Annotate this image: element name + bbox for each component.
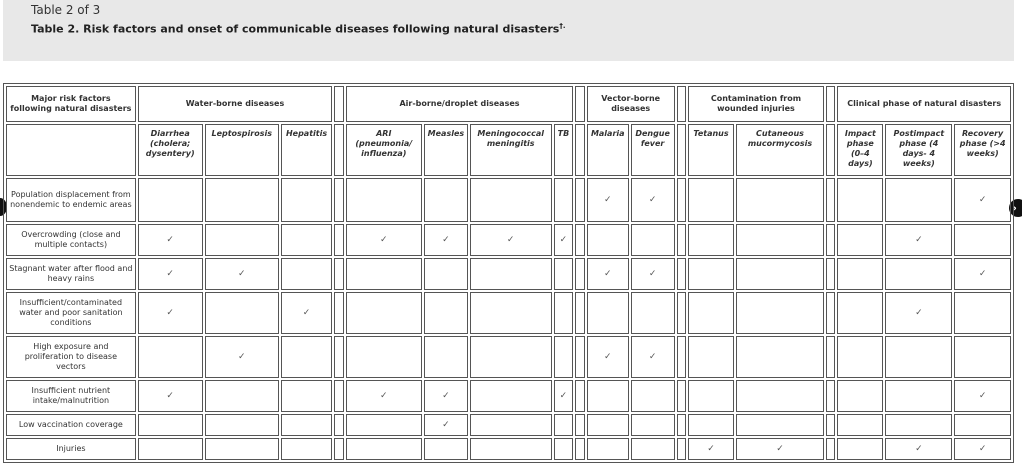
empty-cell <box>138 438 203 460</box>
check-icon: ✓ <box>554 380 574 412</box>
empty-cell <box>736 414 824 436</box>
check-icon: ✓ <box>346 224 422 256</box>
column-separator <box>575 258 584 290</box>
empty-cell <box>587 224 629 256</box>
column-separator <box>826 86 835 122</box>
check-icon: ✓ <box>424 224 468 256</box>
table-number: Table 2 of 3 <box>31 3 101 17</box>
empty-cell <box>837 380 883 412</box>
check-icon: ✓ <box>885 224 952 256</box>
check-icon: ✓ <box>688 438 734 460</box>
risk-factor-label: Overcrowding (close and multiple contacts) <box>6 224 136 256</box>
col-leptospirosis: Leptospirosis <box>205 124 279 176</box>
group-vector-borne: Vector-borne diseases <box>587 86 675 122</box>
empty-cell <box>138 414 203 436</box>
empty-cell <box>688 336 734 378</box>
empty-cell <box>885 380 952 412</box>
empty-cell <box>631 438 675 460</box>
column-separator <box>826 414 835 436</box>
column-separator <box>334 292 343 334</box>
table-title-text: Table 2. Risk factors and onset of communicable diseases following natural disasters <box>31 22 560 36</box>
empty-cell <box>837 438 883 460</box>
check-icon: ✓ <box>631 258 675 290</box>
col-tetanus: Tetanus <box>688 124 734 176</box>
empty-cell <box>688 380 734 412</box>
empty-cell <box>885 178 952 222</box>
corner-header: Major risk factors following natural disasters <box>6 86 136 122</box>
column-separator <box>334 380 343 412</box>
empty-cell <box>424 292 468 334</box>
corner-subheader-empty <box>6 124 136 176</box>
column-separator <box>334 336 343 378</box>
column-separator <box>575 336 584 378</box>
empty-cell <box>631 224 675 256</box>
empty-cell <box>587 414 629 436</box>
empty-cell <box>470 380 552 412</box>
check-icon: ✓ <box>587 178 629 222</box>
empty-cell <box>205 380 279 412</box>
empty-cell <box>837 224 883 256</box>
group-contamination: Contamination from wounded injuries <box>688 86 824 122</box>
column-separator <box>575 86 584 122</box>
check-icon: ✓ <box>424 414 468 436</box>
empty-cell <box>205 292 279 334</box>
risk-factor-table-container <box>3 83 1014 463</box>
empty-cell <box>281 178 332 222</box>
column-separator <box>334 86 343 122</box>
column-separator <box>677 124 686 176</box>
empty-cell <box>205 178 279 222</box>
risk-factor-label: Insufficient/contaminated water and poor sanitation conditions <box>6 292 136 334</box>
empty-cell <box>424 178 468 222</box>
col-measles: Measles <box>424 124 468 176</box>
column-separator <box>826 124 835 176</box>
check-icon: ✓ <box>736 438 824 460</box>
check-icon: ✓ <box>281 292 332 334</box>
column-separator <box>826 178 835 222</box>
column-separator <box>677 224 686 256</box>
table-row <box>6 414 1011 436</box>
empty-cell <box>205 438 279 460</box>
column-separator <box>826 438 835 460</box>
check-icon: ✓ <box>138 224 203 256</box>
chevron-right-icon: › <box>1012 201 1017 215</box>
column-separator <box>826 380 835 412</box>
col-hepatitis: Hepatitis <box>281 124 332 176</box>
column-separator <box>334 414 343 436</box>
empty-cell <box>688 292 734 334</box>
empty-cell <box>205 414 279 436</box>
empty-cell <box>688 224 734 256</box>
empty-cell <box>837 414 883 436</box>
check-icon: ✓ <box>205 258 279 290</box>
group-water-borne: Water-borne diseases <box>138 86 332 122</box>
table-header-band <box>3 0 1014 61</box>
empty-cell <box>346 292 422 334</box>
check-icon: ✓ <box>631 336 675 378</box>
empty-cell <box>554 258 574 290</box>
empty-cell <box>736 336 824 378</box>
column-separator <box>575 124 584 176</box>
column-separator <box>677 380 686 412</box>
risk-factor-table <box>3 83 1014 463</box>
empty-cell <box>954 414 1011 436</box>
column-separator <box>575 292 584 334</box>
table-row <box>6 258 1011 290</box>
column-separator <box>677 292 686 334</box>
table-row <box>6 224 1011 256</box>
col-ari: ARI (pneumonia/ influenza) <box>346 124 422 176</box>
check-icon: ✓ <box>138 258 203 290</box>
check-icon: ✓ <box>138 380 203 412</box>
column-separator <box>575 224 584 256</box>
table-body <box>6 178 1011 460</box>
col-meningococcal: Meningococcal meningitis <box>470 124 552 176</box>
group-clinical-phase: Clinical phase of natural disasters <box>837 86 1011 122</box>
empty-cell <box>281 438 332 460</box>
empty-cell <box>346 414 422 436</box>
empty-cell <box>631 414 675 436</box>
empty-cell <box>470 292 552 334</box>
col-postimpact-phase: Postimpact phase (4 days- 4 weeks) <box>885 124 952 176</box>
col-recovery-phase: Recovery phase (>4 weeks) <box>954 124 1011 176</box>
risk-factor-label: Insufficient nutrient intake/malnutrition <box>6 380 136 412</box>
column-separator <box>334 258 343 290</box>
empty-cell <box>554 438 574 460</box>
col-cutaneous-mucormycosis: Cutaneous mucormycosis <box>736 124 824 176</box>
empty-cell <box>736 258 824 290</box>
empty-cell <box>954 292 1011 334</box>
column-separator <box>334 178 343 222</box>
table-row <box>6 336 1011 378</box>
check-icon: ✓ <box>954 438 1011 460</box>
empty-cell <box>587 438 629 460</box>
column-separator <box>677 414 686 436</box>
empty-cell <box>837 258 883 290</box>
empty-cell <box>631 380 675 412</box>
risk-factor-label: Population displacement from nonendemic to endemic areas <box>6 178 136 222</box>
group-header-row <box>6 86 1011 122</box>
check-icon: ✓ <box>885 438 952 460</box>
column-separator <box>575 414 584 436</box>
group-air-borne: Air-borne/droplet diseases <box>346 86 574 122</box>
check-icon: ✓ <box>587 336 629 378</box>
risk-factor-label: Stagnant water after flood and heavy rains <box>6 258 136 290</box>
column-separator <box>575 178 584 222</box>
column-separator <box>826 258 835 290</box>
empty-cell <box>138 178 203 222</box>
empty-cell <box>837 292 883 334</box>
column-separator <box>677 258 686 290</box>
check-icon: ✓ <box>631 178 675 222</box>
empty-cell <box>837 178 883 222</box>
empty-cell <box>954 224 1011 256</box>
empty-cell <box>346 178 422 222</box>
empty-cell <box>954 336 1011 378</box>
empty-cell <box>281 336 332 378</box>
risk-factor-label: High exposure and proliferation to disease vectors <box>6 336 136 378</box>
empty-cell <box>470 414 552 436</box>
empty-cell <box>736 292 824 334</box>
table-row <box>6 380 1011 412</box>
empty-cell <box>688 178 734 222</box>
empty-cell <box>736 224 824 256</box>
empty-cell <box>281 224 332 256</box>
empty-cell <box>736 178 824 222</box>
empty-cell <box>554 292 574 334</box>
table-title-footnote-mark: †. <box>559 22 566 30</box>
column-separator <box>826 336 835 378</box>
empty-cell <box>470 336 552 378</box>
check-icon: ✓ <box>587 258 629 290</box>
empty-cell <box>424 438 468 460</box>
empty-cell <box>424 258 468 290</box>
empty-cell <box>424 336 468 378</box>
risk-factor-label: Low vaccination coverage <box>6 414 136 436</box>
empty-cell <box>346 336 422 378</box>
column-separator <box>677 438 686 460</box>
empty-cell <box>554 336 574 378</box>
column-separator <box>826 292 835 334</box>
empty-cell <box>281 258 332 290</box>
empty-cell <box>688 258 734 290</box>
table-title <box>31 22 566 36</box>
empty-cell <box>631 292 675 334</box>
empty-cell <box>281 414 332 436</box>
column-separator <box>334 224 343 256</box>
check-icon: ✓ <box>954 258 1011 290</box>
column-separator <box>826 224 835 256</box>
check-icon: ✓ <box>346 380 422 412</box>
empty-cell <box>587 380 629 412</box>
col-dengue: Dengue fever <box>631 124 675 176</box>
empty-cell <box>688 414 734 436</box>
empty-cell <box>885 414 952 436</box>
check-icon: ✓ <box>138 292 203 334</box>
empty-cell <box>587 292 629 334</box>
check-icon: ✓ <box>954 178 1011 222</box>
empty-cell <box>346 438 422 460</box>
check-icon: ✓ <box>554 224 574 256</box>
empty-cell <box>736 380 824 412</box>
empty-cell <box>346 258 422 290</box>
check-icon: ✓ <box>885 292 952 334</box>
subheader-row <box>6 124 1011 176</box>
empty-cell <box>205 224 279 256</box>
table-row <box>6 438 1011 460</box>
empty-cell <box>281 380 332 412</box>
column-separator <box>677 336 686 378</box>
empty-cell <box>554 178 574 222</box>
column-separator <box>677 178 686 222</box>
table-row <box>6 178 1011 222</box>
check-icon: ✓ <box>470 224 552 256</box>
empty-cell <box>885 336 952 378</box>
table-row <box>6 292 1011 334</box>
col-malaria: Malaria <box>587 124 629 176</box>
column-separator <box>575 380 584 412</box>
empty-cell <box>837 336 883 378</box>
empty-cell <box>554 414 574 436</box>
empty-cell <box>470 258 552 290</box>
empty-cell <box>470 438 552 460</box>
check-icon: ✓ <box>205 336 279 378</box>
empty-cell <box>885 258 952 290</box>
col-tb: TB <box>554 124 574 176</box>
column-separator <box>575 438 584 460</box>
column-separator <box>677 86 686 122</box>
empty-cell <box>138 336 203 378</box>
check-icon: ✓ <box>424 380 468 412</box>
check-icon: ✓ <box>954 380 1011 412</box>
column-separator <box>334 124 343 176</box>
col-impact-phase: Impact phase (0–4 days) <box>837 124 883 176</box>
empty-cell <box>470 178 552 222</box>
col-diarrhea: Diarrhea (cholera; dysentery) <box>138 124 203 176</box>
risk-factor-label: Injuries <box>6 438 136 460</box>
column-separator <box>334 438 343 460</box>
